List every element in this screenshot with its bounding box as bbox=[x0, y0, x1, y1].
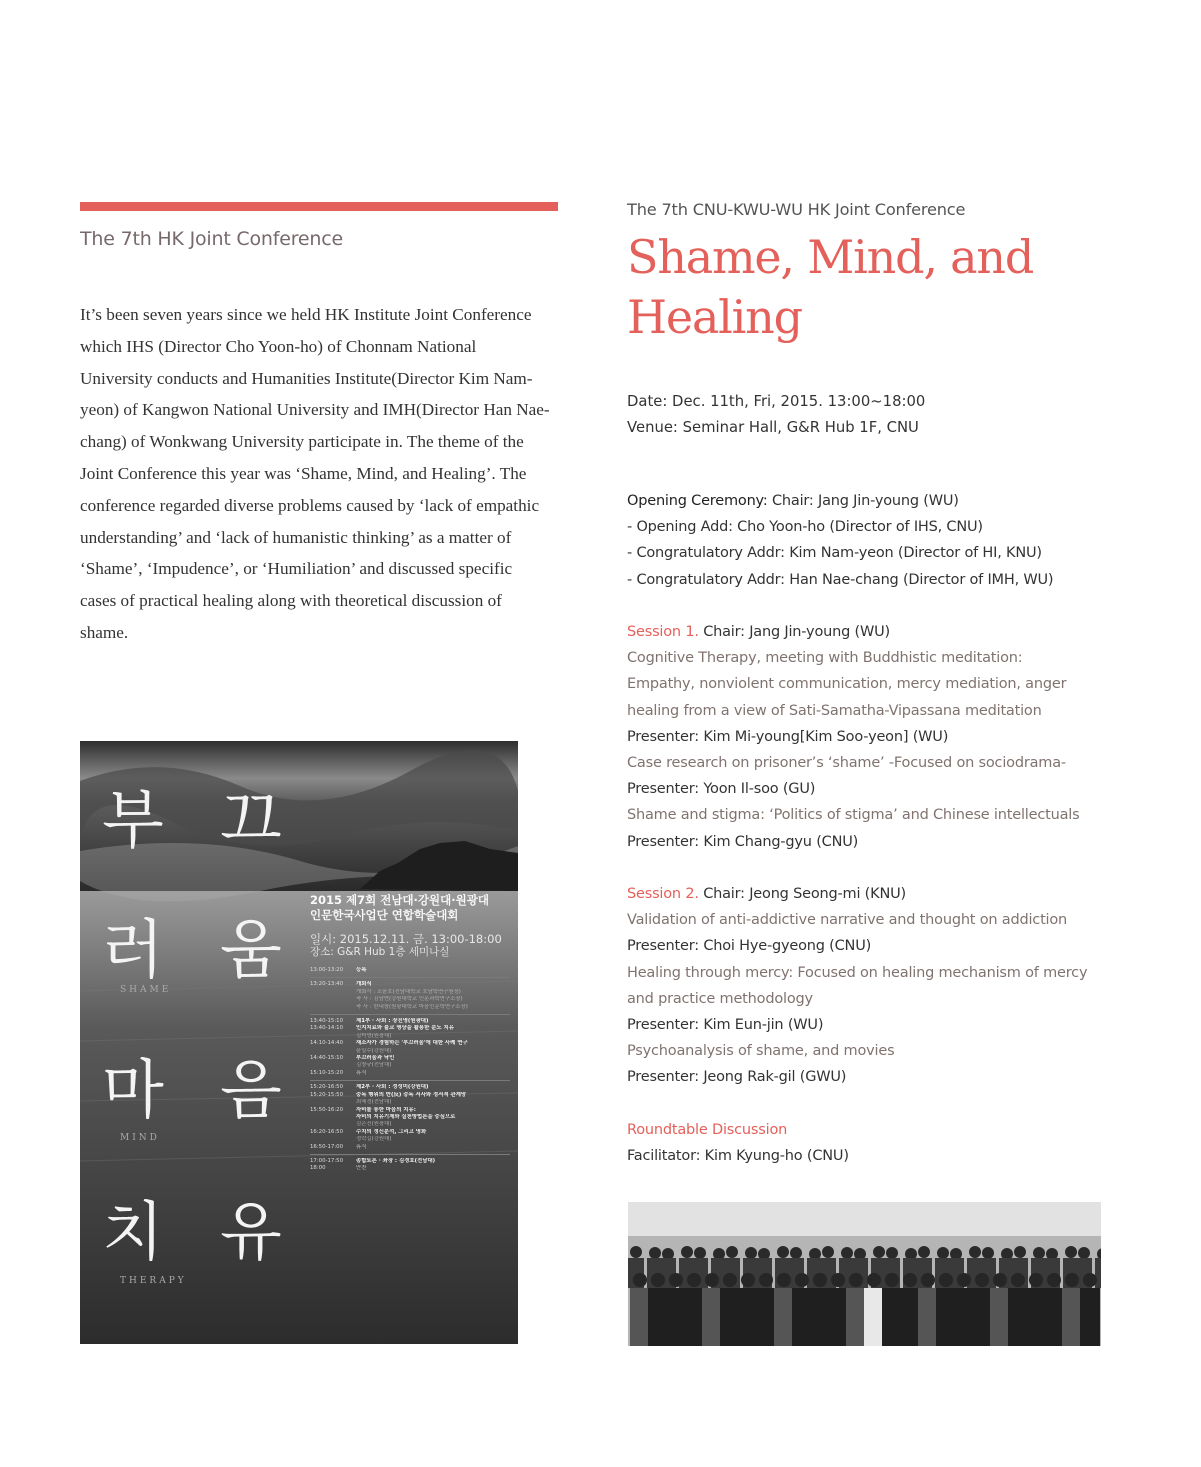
schedule-event: 김창규(전남대) bbox=[356, 1062, 392, 1069]
schedule-time bbox=[310, 1121, 356, 1128]
schedule-time: 18:00 bbox=[310, 1165, 326, 1172]
talk-title: Psychoanalysis of shame, and movies bbox=[627, 1043, 895, 1060]
schedule-time: 13:40-15:10 bbox=[310, 1018, 344, 1025]
schedule-event: 종합토론 · 좌장 : 김경호(전남대) bbox=[356, 1157, 436, 1164]
schedule-time: 13:40-14:10 bbox=[310, 1025, 344, 1032]
schedule-row bbox=[310, 1025, 510, 1032]
talk-title: Validation of anti-addictive narrative and thought on addiction bbox=[627, 912, 1068, 929]
group-photo bbox=[628, 1202, 1101, 1346]
left-column bbox=[80, 202, 558, 649]
presenter: Presenter: Kim Chang-gyu (CNU) bbox=[627, 833, 859, 850]
right-column bbox=[627, 200, 1107, 1169]
conference-title bbox=[627, 227, 1107, 347]
schedule-row bbox=[310, 1144, 510, 1151]
schedule-time bbox=[310, 1048, 356, 1055]
presenter: Presenter: Jeong Rak-gil (GWU) bbox=[627, 1069, 847, 1086]
accent-divider bbox=[80, 202, 558, 211]
schedule-separator bbox=[310, 1080, 510, 1081]
schedule-event: 윤일수(강원대) bbox=[356, 1047, 392, 1054]
schedule-event: 만찬 bbox=[356, 1165, 367, 1172]
title-line: Shame, Mind, and bbox=[627, 230, 1034, 284]
schedule-event: 축 사 : 한내창(원광대학교 마음인문학연구소장) bbox=[356, 1003, 468, 1010]
schedule-time: 17:00-17:50 bbox=[310, 1157, 344, 1164]
schedule-time bbox=[310, 1033, 356, 1040]
schedule-separator bbox=[310, 977, 510, 978]
poster-meta bbox=[310, 933, 502, 959]
schedule-row bbox=[310, 1055, 510, 1062]
schedule-row bbox=[310, 1033, 510, 1040]
schedule-time bbox=[310, 1062, 356, 1069]
schedule-separator bbox=[310, 1154, 510, 1155]
talk-title: Cognitive Therapy, meeting with Buddhistic meditation: bbox=[627, 650, 1023, 667]
schedule-row bbox=[310, 1114, 510, 1121]
schedule-row bbox=[310, 996, 510, 1003]
schedule-separator bbox=[310, 1014, 510, 1015]
schedule-event: 중독 행위의 반(反) 중독 서사와 정서적 관계망 bbox=[356, 1091, 467, 1098]
schedule-row bbox=[310, 1107, 510, 1114]
schedule-event: 휴식 bbox=[356, 1143, 367, 1150]
schedule-time bbox=[310, 1004, 356, 1011]
schedule-time: 15:20-16:50 bbox=[310, 1084, 344, 1091]
schedule-time: 15:20-15:50 bbox=[310, 1091, 344, 1098]
schedule-time bbox=[310, 1136, 356, 1143]
conference-subtitle: The 7th CNU-KWU-WU HK Joint Conference bbox=[627, 200, 966, 219]
poster-glyph: 음 bbox=[220, 1054, 282, 1128]
schedule-event: 정락길(강원대) bbox=[356, 1136, 392, 1143]
schedule-time bbox=[310, 989, 356, 996]
schedule-event: 자비의 치유기제와 실천방법론을 중심으로 bbox=[356, 1113, 456, 1120]
schedule-event: 개회사 : 조윤호(전남대학교 호남학연구원장) bbox=[356, 988, 461, 995]
schedule-event: 제1부 · 사회 : 장진영(원광대) bbox=[356, 1018, 429, 1025]
schedule-row bbox=[310, 1048, 510, 1055]
schedule-event: 김은진(원광대) bbox=[356, 1121, 392, 1128]
poster-label-shame: SHAME bbox=[120, 985, 172, 995]
roundtable-facilitator: Facilitator: Kim Kyung-ho (CNU) bbox=[627, 1148, 849, 1165]
schedule-time: 15:50-16:20 bbox=[310, 1106, 344, 1113]
poster-glyph: 끄 bbox=[220, 784, 282, 858]
schedule-row bbox=[310, 1136, 510, 1143]
schedule-time: 14:10-14:40 bbox=[310, 1040, 344, 1047]
schedule-row bbox=[310, 1070, 510, 1077]
schedule-row bbox=[310, 1092, 510, 1099]
schedule-row bbox=[310, 967, 510, 974]
opening-item: - Opening Add: Cho Yoon-ho (Director of IHS, CNU) bbox=[627, 519, 983, 536]
session2-chair: Chair: Jeong Seong-mi (KNU) bbox=[698, 886, 906, 903]
conference-poster bbox=[80, 741, 518, 1344]
schedule-row bbox=[310, 1062, 510, 1069]
schedule-event: 김미영(원광대) bbox=[356, 1032, 392, 1039]
intro-paragraph: It’s been seven years since we held HK Institute Joint Conference which IHS (Director Cho Yoon-ho) of Chonnam National University conducts and Humanities Institute(Director Kim Nam-yeon) of Kangwon National University and IMH(Director Han Nae-chang) of Wonkwang University participate in. The theme of the Joint Conference this year was ‘Shame, Mind, and Healing’. The conference regarded diverse problems caused by ‘lack of empathic understanding’ and ‘lack of humanistic thinking’ as a matter of ‘Shame’, ‘Impudence’, or ‘Humiliation’ and discussed specific cases of practical healing along with theoretical discussion of shame. bbox=[80, 305, 550, 642]
opening-item: - Congratulatory Addr: Han Nae-chang (Director of IMH, WU) bbox=[627, 571, 1054, 588]
schedule-time bbox=[310, 996, 356, 1003]
opening-ceremony-header bbox=[627, 488, 1107, 514]
opening-chair: Chair: Jang Jin-young (WU) bbox=[767, 493, 959, 509]
schedule-row bbox=[310, 1165, 510, 1172]
talk-title: Shame and stigma: ‘Politics of stigma’ and Chinese intellectuals bbox=[627, 807, 1080, 824]
event-info bbox=[627, 389, 1107, 440]
poster-glyph: 러 bbox=[102, 914, 164, 988]
schedule-row bbox=[310, 981, 510, 988]
poster-glyph: 유 bbox=[220, 1196, 282, 1270]
poster-label-therapy: THERAPY bbox=[120, 1276, 187, 1286]
schedule-row bbox=[310, 989, 510, 996]
title-line: Healing bbox=[627, 290, 802, 344]
talk-title: Empathy, nonviolent communication, mercy mediation, anger bbox=[627, 676, 1067, 693]
presenter: Presenter: Yoon Il-soo (GU) bbox=[627, 781, 816, 798]
schedule-event: 제2부 · 사회 : 정성미(강원대) bbox=[356, 1084, 429, 1091]
opening-item: - Congratulatory Addr: Kim Nam-yeon (Director of HI, KNU) bbox=[627, 545, 1042, 562]
poster-label-mind: MIND bbox=[120, 1133, 160, 1143]
poster-title bbox=[310, 893, 510, 923]
talk-title: Healing through mercy: Focused on healing mechanism of mercy bbox=[627, 964, 1088, 981]
opening-label: Opening Ceremony: bbox=[627, 493, 768, 509]
schedule-time bbox=[310, 1099, 356, 1106]
schedule-event: 재소자가 경험하는 '부끄러움'에 대한 사례 연구 bbox=[356, 1040, 468, 1047]
poster-title-line: 2015 제7회 전남대·강원대·원광대 bbox=[310, 893, 489, 907]
schedule-event: 인지치료와 불교 명상을 활용한 분노 치유 bbox=[356, 1025, 454, 1032]
talk-title: Case research on prisoner’s ‘shame’ -Focused on sociodrama- bbox=[627, 755, 1066, 772]
presenter: Presenter: Choi Hye-gyeong (CNU) bbox=[627, 938, 872, 955]
session1-label: Session 1. bbox=[627, 624, 699, 640]
schedule-time: 13:20-13:40 bbox=[310, 981, 344, 988]
session1-chair: Chair: Jang Jin-young (WU) bbox=[698, 624, 890, 640]
schedule-event: 휴식 bbox=[356, 1069, 367, 1076]
section-title: The 7th HK Joint Conference bbox=[80, 228, 343, 250]
schedule-row bbox=[310, 1099, 510, 1106]
talk-title: and practice methodology bbox=[627, 990, 813, 1007]
roundtable-label: Roundtable Discussion bbox=[627, 1121, 788, 1138]
schedule-event: 자비를 통한 마음의 치유: bbox=[356, 1106, 416, 1113]
poster-glyph: 마 bbox=[102, 1054, 164, 1128]
schedule-event: 최혜경(전남대) bbox=[356, 1099, 392, 1106]
schedule-event: 수치의 정신분석, 그리고 영화 bbox=[356, 1128, 427, 1135]
poster-schedule bbox=[310, 967, 510, 1173]
schedule-row bbox=[310, 1121, 510, 1128]
schedule-event: 개회식 bbox=[356, 981, 372, 988]
session2-label: Session 2. bbox=[627, 886, 699, 903]
talk-title: healing from a view of Sati-Samatha-Vipassana meditation bbox=[627, 702, 1042, 719]
event-date: Date: Dec. 11th, Fri, 2015. 13:00~18:00 bbox=[627, 393, 926, 410]
photo-crowd bbox=[628, 1202, 1101, 1346]
poster-glyph: 치 bbox=[102, 1196, 164, 1270]
poster-date: 일시: 2015.12.11. 금. 13:00-18:00 bbox=[310, 932, 502, 946]
schedule-time: 16:20-16:50 bbox=[310, 1128, 344, 1135]
schedule-row bbox=[310, 1040, 510, 1047]
poster-title-line: 인문한국사업단 연합학술대회 bbox=[310, 908, 459, 922]
schedule-time bbox=[310, 1114, 356, 1121]
schedule-row bbox=[310, 1158, 510, 1165]
poster-glyph: 부 bbox=[102, 784, 164, 858]
poster-glyph: 움 bbox=[220, 914, 282, 988]
schedule-row bbox=[310, 1129, 510, 1136]
event-venue: Venue: Seminar Hall, G&R Hub 1F, CNU bbox=[627, 418, 919, 436]
presenter: Presenter: Kim Eun-jin (WU) bbox=[627, 1017, 824, 1034]
schedule-row bbox=[310, 1004, 510, 1011]
schedule-event: 부끄러움과 낙인 bbox=[356, 1055, 395, 1062]
presenter: Presenter: Kim Mi-young[Kim Soo-yeon] (WU) bbox=[627, 728, 949, 745]
session2-header bbox=[627, 881, 1107, 907]
schedule-time: 16:50-17:00 bbox=[310, 1143, 344, 1150]
schedule-time: 15:10-15:20 bbox=[310, 1069, 344, 1076]
schedule-row bbox=[310, 1084, 510, 1091]
schedule-time: 14:40-15:10 bbox=[310, 1055, 344, 1062]
schedule-event: 등록 bbox=[356, 967, 367, 973]
schedule-time: 13:00-13:20 bbox=[310, 967, 344, 973]
program bbox=[627, 488, 1107, 1169]
schedule-row bbox=[310, 1018, 510, 1025]
poster-venue: 장소: G&R Hub 1층 세미나실 bbox=[310, 946, 450, 958]
schedule-event: 축 사 : 김남연(강원대학교 인문과학연구소장) bbox=[356, 996, 463, 1003]
session1-header bbox=[627, 619, 1107, 645]
